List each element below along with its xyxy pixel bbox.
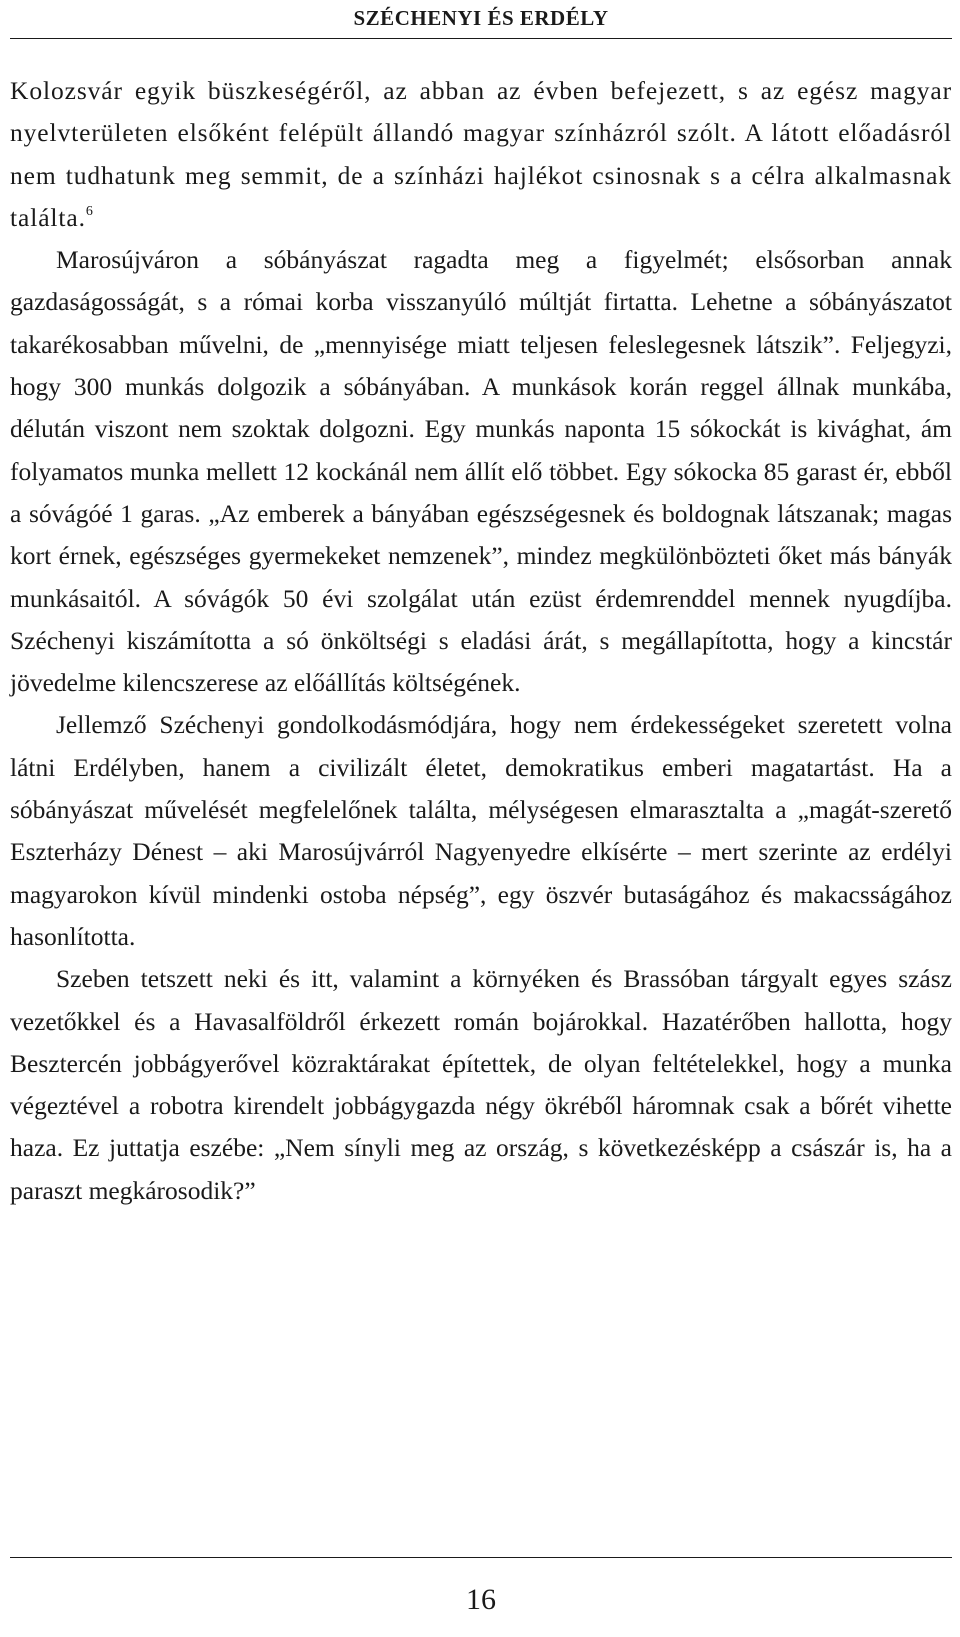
running-header: SZÉCHENYI ÉS ERDÉLY — [353, 6, 609, 30]
paragraph-2: Marosújváron a sóbányászat ragadta meg a figyelmét; elsősorban annak gazdaságosságát, s a római korba visszanyúló múltját firtatta. Lehetne a sóbányászatot takarékosabban művelni, de „mennyisége miatt teljesen feleslegesnek látszik”. Feljegyzi, hogy 300 munkás dolgozik a sóbányában. A munkások korán reggel állnak munkába, délután viszont nem szoktak dolgozni. Egy munkás naponta 15 sókockát is kivághat, ám folyamatos munka mellett 12 kockánál nem állít elő többet. Egy sókocka 85 garast ér, ebből a sóvágóé 1 garas. „Az emberek a bányában egészségesnek és boldognak látszanak; magas kort érnek, egészséges gyermekeket nemzenek”, mindez megkülönbözteti őket más bányák munkásaitól. A sóvágók 50 évi szolgálat után ezüst érdemrenddel mennek nyugdíjba. Széchenyi kiszámította a só önköltségi s eladási árát, s megállapította, hogy a kincstár jövedelme kilencszerese az előállítás költségének. — [10, 245, 952, 698]
paragraph-1-text: Kolozsvár egyik büszkeségéről, az abban az évben befejezett, s az egész magyar nyelvterületen elsőként felépült állandó magyar színházról szólt. A látott előadásról nem tudhatunk meg semmit, de a színházi hajlékot csinosnak s a célra alkalmasnak találta. — [10, 76, 952, 232]
paragraph-3: Jellemző Széchenyi gondolkodásmódjára, hogy nem érdekességeket szeretett volna látni Erdélyben, hanem a civilizált életet, demokratikus emberi magatartást. Ha a sóbányászat művelését megfelelőnek találta, mélységesen elmarasztalta a „magát-szerető Eszterházy Dénest – aki Marosújvárról Nagyenyedre elkísérte – mert szerinte az erdélyi magyarokon kívül mindenki ostoba népség”, egy öszvér butaságához és makacsságához hasonlította. — [10, 710, 952, 951]
paragraph-1 — [10, 70, 952, 239]
page-number: 16 — [466, 1583, 496, 1616]
footnote-marker: 6 — [85, 203, 94, 219]
book-page — [10, 0, 952, 1637]
paragraph-4: Szeben tetszett neki és itt, valamint a környéken és Brassóban tárgyalt egyes szász vezetőkkel és a Havasalföldről érkezett román bojárokkal. Hazatérőben hallotta, hogy Besztercén jobbágyerővel közraktárakat építettek, de olyan feltételekkel, hogy a munka végeztével a robotra kirendelt jobbágygazda négy ökréből háromnak csak a bőrét vihette haza. Ez juttatja eszébe: „Nem sínyli meg az ország, s következésképp a császár is, ha a paraszt megkárosodik?” — [10, 964, 952, 1205]
header-rule — [10, 38, 952, 39]
body-text — [10, 70, 952, 1212]
footer-rule — [10, 1557, 952, 1558]
